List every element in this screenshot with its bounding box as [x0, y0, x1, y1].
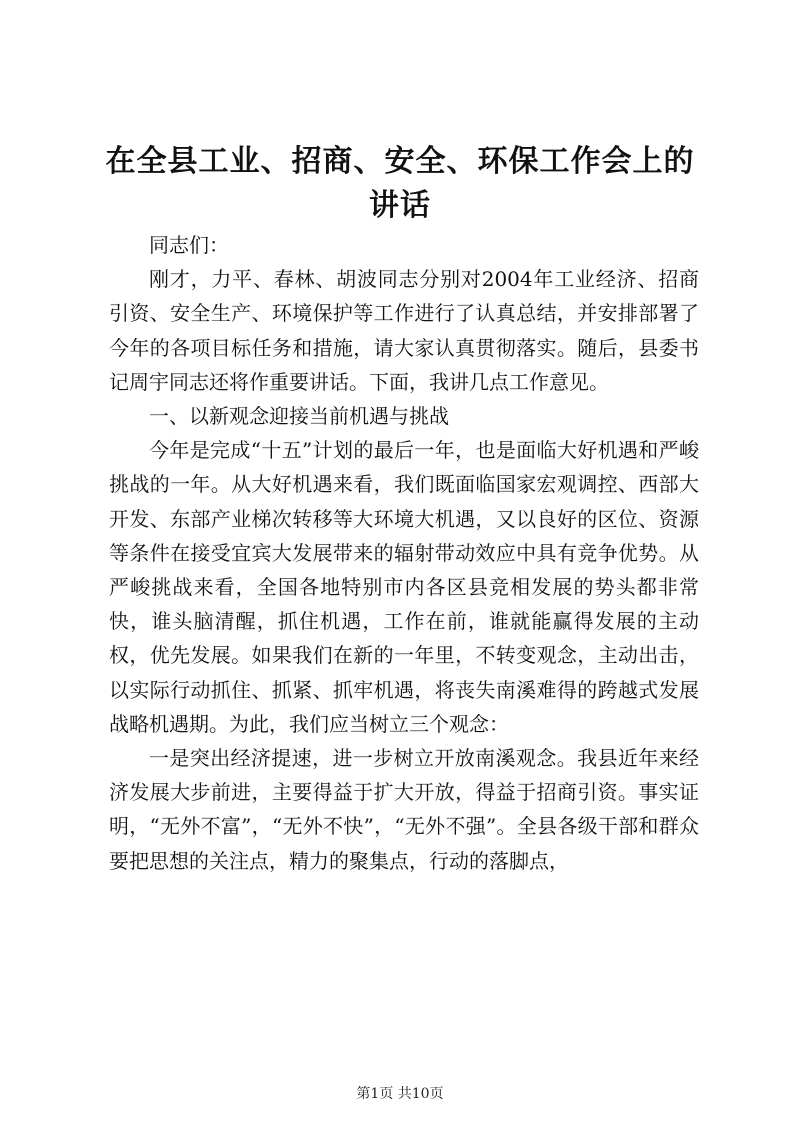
body-paragraph: 今年是完成“十五”计划的最后一年，也是面临大好机遇和严峻挑战的一年。从大好机遇来看，我们既面临国家宏观调控、西部大开发、东部产业梯次转移等大环境大机遇，又以良好的区位、资源等条件在接受宜宾大发展带来的辐射带动效应中具有竞争优势。从严峻挑战来看，全国各地特别市内各区县竞相发展的势头都非常快，谁头脑清醒，抓住机遇，工作在前，谁就能赢得发展的主动权，优先发展。如果我们在新的一年里，不转变观念，主动出击，以实际行动抓住、抓紧、抓牢机遇，将丧失南溪难得的跨越式发展战略机遇期。为此，我们应当树立三个观念：	[109, 438, 699, 736]
body-paragraph: 一是突出经济提速，进一步树立开放南溪观念。我县近年来经济发展大步前进，主要得益于扩大开放，得益于招商引资。事实证明，“无外不富”，“无外不快”，“无外不强”。全县各级干部和群众要把思想的关注点，精力的聚集点，行动的落脚点，	[109, 746, 699, 873]
page-number-footer: 第1页 共10页	[356, 1086, 444, 1102]
document-body	[109, 228, 699, 878]
document-title: 在全县工业、招商、安全、环保工作会上的讲话	[105, 144, 695, 223]
section-heading: 一、以新观念迎接当前机遇与挑战	[149, 404, 449, 429]
salutation-paragraph: 同志们：	[149, 233, 229, 257]
body-paragraph: 刚才，力平、春林、胡波同志分别对2004年工业经济、招商引资、安全生产、环境保护等工作进行了认真总结，并安排部署了今年的各项目标任务和措施，请大家认真贯彻落实。随后，县委书记周宇同志还将作重要讲话。下面，我讲几点工作意见。	[109, 267, 699, 394]
